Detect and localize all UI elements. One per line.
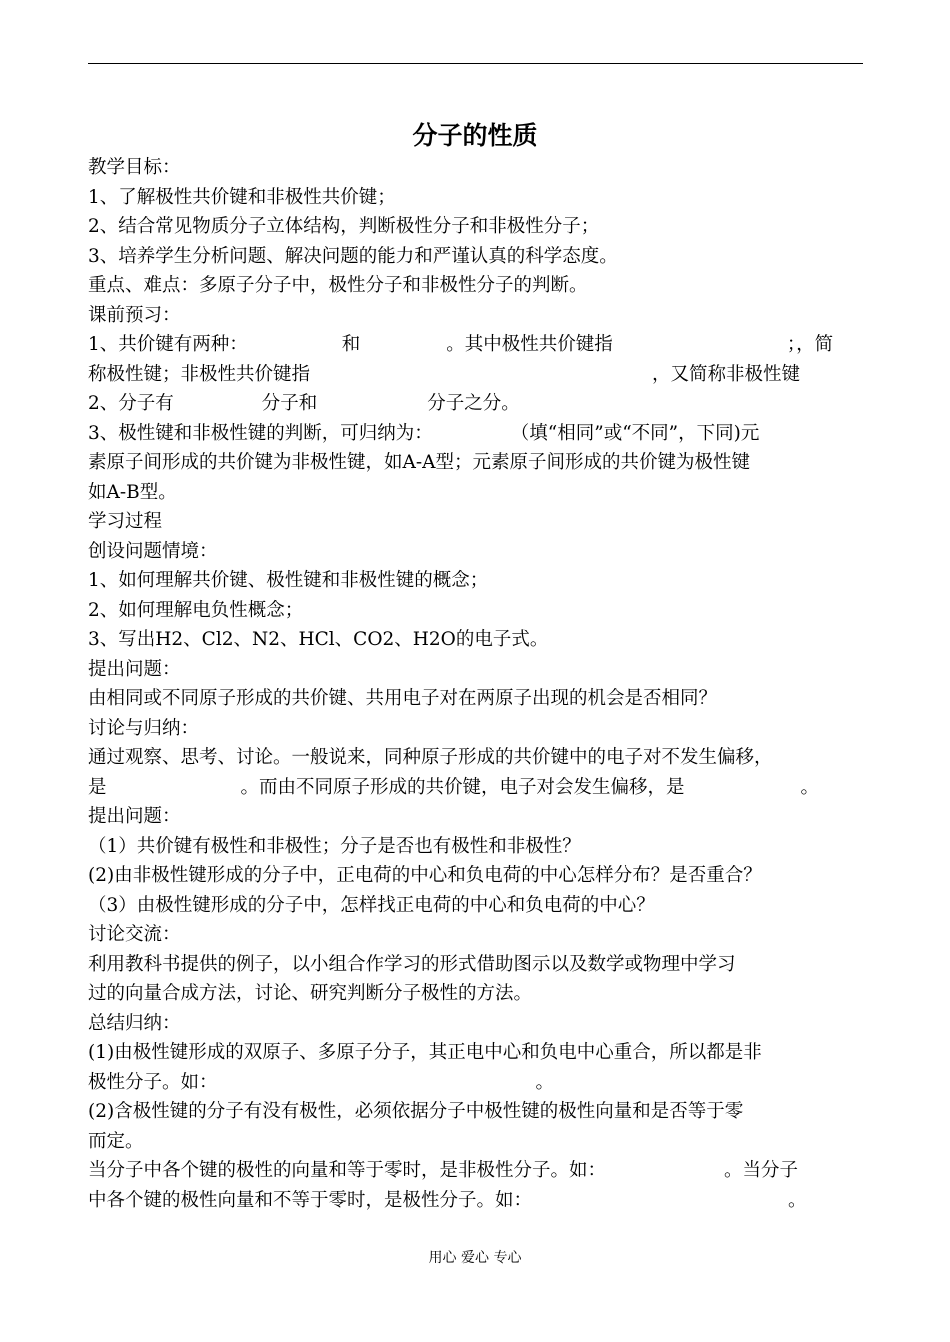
objective-item: 1、了解极性共价键和非极性共价键； — [88, 186, 396, 208]
summary-p2-line1: (2)含极性键的分子有没有极性，必须依据分子中极性键的极性向量和是否等于零 — [88, 1101, 744, 1122]
text-segment: ；，简 — [786, 334, 834, 355]
text-segment: 。 — [535, 1071, 555, 1093]
preview-q3-line2: 素原子间形成的共价键为非极性键，如A-A型；元素原子间形成的共价键为极性键 — [88, 452, 750, 473]
text-segment: 2、分子有 — [88, 393, 174, 414]
text-segment: 和 — [341, 334, 361, 355]
text-segment: 。 — [788, 1189, 807, 1211]
exchange-line1: 利用教科书提供的例子，以小组合作学习的形式借助图示以及数学或物理中学习 — [88, 953, 736, 975]
text-segment: 极性分子。如： — [88, 1071, 218, 1093]
text-segment: 。而由不同原子形成的共价键，电子对会发生偏移，是 — [240, 776, 685, 798]
preview-heading: 课前预习： — [88, 304, 181, 326]
text-segment: 称极性键；非极性共价键指 — [88, 363, 311, 385]
scenario-item: 2、如何理解电负性概念； — [88, 599, 304, 621]
discussion1-line2 — [88, 773, 868, 803]
text-segment: ，又简称非极性键 — [652, 363, 801, 385]
question2-heading: 提出问题： — [88, 806, 181, 827]
header-rule — [88, 63, 863, 64]
preview-q2 — [88, 389, 868, 419]
question1-text: 由相同或不同原子形成的共价键、共用电子对在两原子出现的机会是否相同？ — [88, 688, 718, 709]
preview-q1-line2 — [88, 360, 868, 390]
discussion1-heading: 讨论与归纳： — [88, 717, 200, 739]
key-points: 重点、难点：多原子分子中，极性分子和非极性分子的判断。 — [88, 275, 588, 296]
text-segment: 中各个键的极性向量和不等于零时，是极性分子。如： — [88, 1189, 533, 1211]
exchange-line2: 过的向量合成方法，讨论、研究判断分子极性的方法。 — [88, 983, 533, 1004]
summary-p1-line1: (1)由极性键形成的双原子、多原子分子，其正电中心和负电中心重合，所以都是非 — [88, 1042, 762, 1063]
page-title: 分子的性质 — [412, 121, 538, 150]
summary-p2-line2: 而定。 — [88, 1130, 144, 1152]
question1-heading: 提出问题： — [88, 658, 181, 680]
text-segment: 。其中极性共价键指 — [446, 334, 613, 355]
summary-p3-line2 — [88, 1186, 868, 1216]
question2-item: (2)由非极性键形成的分子中，正电荷的中心和负电荷的中心怎样分布？是否重合？ — [88, 865, 762, 886]
process-heading: 学习过程 — [88, 511, 163, 532]
discussion1-line1: 通过观察、思考、讨论。一般说来，同种原子形成的共价键中的电子对不发生偏移， — [88, 747, 773, 768]
summary-p1-line2 — [88, 1068, 868, 1098]
scenario-item: 3、写出H2、Cl2、N2、HCl、CO2、H2O的电子式。 — [88, 629, 549, 650]
objective-item: 2、结合常见物质分子立体结构，判断极性分子和非极性分子； — [88, 216, 600, 237]
summary-heading: 总结归纳： — [88, 1012, 181, 1034]
summary-p3-line1 — [88, 1156, 868, 1186]
text-segment: 分子和 — [261, 393, 318, 414]
scenario-item: 1、如何理解共价键、极性键和非极性键的概念； — [88, 570, 489, 591]
text-segment: 3、极性键和非极性键的判断，可归纳为： — [88, 422, 433, 444]
objective-item: 3、培养学生分析问题、解决问题的能力和严谨认真的科学态度。 — [88, 245, 618, 267]
objectives-heading: 教学目标： — [88, 157, 181, 178]
exchange-heading: 讨论交流： — [88, 924, 181, 945]
scenario-heading: 创设问题情境： — [88, 540, 218, 562]
document-body — [88, 153, 868, 1215]
preview-q3-line3: 如A-B型。 — [88, 481, 177, 503]
text-segment: 是 — [88, 776, 107, 798]
preview-q3-line1 — [88, 419, 868, 449]
text-segment: 。当分子 — [724, 1160, 799, 1181]
text-segment: 分子之分。 — [427, 393, 520, 414]
text-segment: 当分子中各个键的极性的向量和等于零时，是非极性分子。如： — [88, 1160, 607, 1181]
text-segment: 1、共价键有两种： — [88, 334, 248, 355]
preview-q1-line1 — [88, 330, 868, 360]
page-footer: 用心 爱心 专心 — [428, 1250, 522, 1266]
text-segment: 。 — [800, 776, 820, 798]
question2-item: （3）由极性键形成的分子中，怎样找正电荷的中心和负电荷的中心？ — [88, 894, 655, 916]
question2-item: （1）共价键有极性和非极性；分子是否也有极性和非极性？ — [88, 835, 581, 857]
text-segment: （填“相同”或“不同”，下同)元 — [510, 422, 760, 444]
